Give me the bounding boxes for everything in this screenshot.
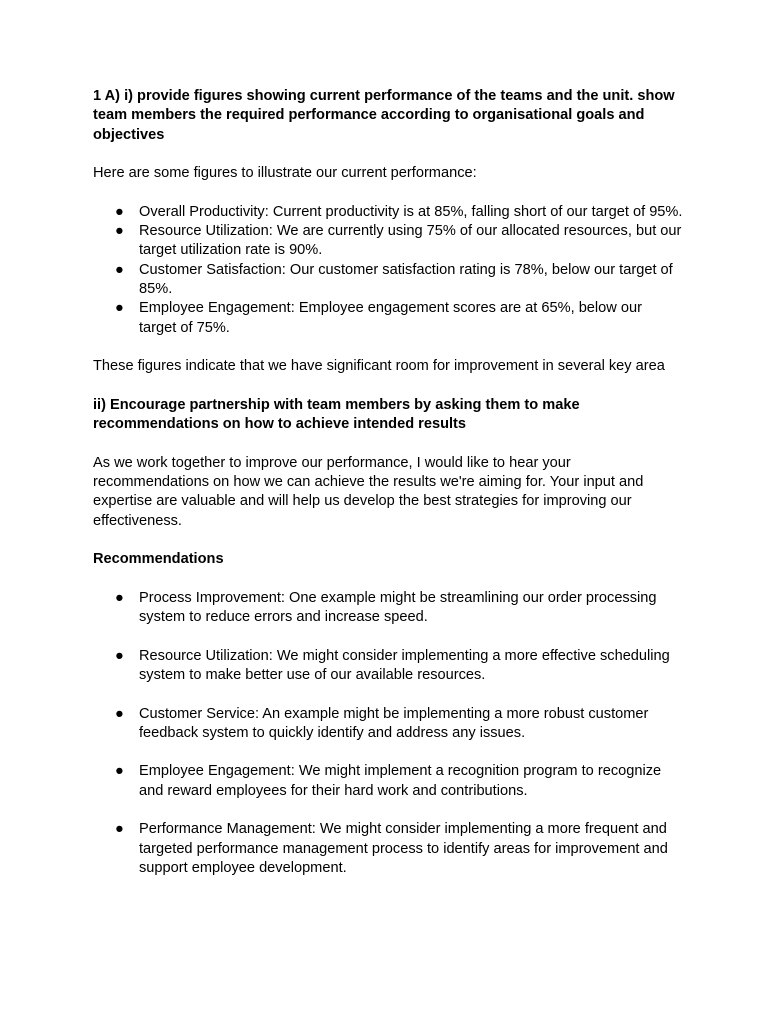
list-item-text: Employee Engagement: We might implement a recognition program to recognize and reward employees for their hard work and contributions. [139, 763, 662, 799]
list-item [93, 762, 683, 801]
list-item [93, 203, 683, 222]
spacer [93, 338, 683, 357]
list-item-text: Customer Service: An example might be implementing a more robust customer feedback system to quickly identify and address any issues. [139, 705, 649, 741]
recommendations-list [93, 589, 683, 878]
section1-closing: These figures indicate that we have significant room for improvement in several key area [93, 358, 665, 375]
document-page [93, 87, 683, 878]
list-item-text: Resource Utilization: We are currently using 75% of our allocated resources, but our target utilization rate is 90%. [139, 223, 682, 259]
bullet-icon: ● [115, 203, 124, 220]
bullet-icon: ● [115, 300, 124, 317]
spacer [93, 376, 683, 395]
list-item-text: Overall Productivity: Current productivity is at 85%, falling short of our target of 95%. [139, 203, 683, 220]
bullet-icon: ● [115, 261, 124, 278]
spacer [93, 183, 683, 202]
bullet-icon: ● [115, 647, 124, 664]
section2-body: As we work together to improve our performance, I would like to hear your recommendations on how we can achieve the results we're aiming for. Your input and expertise are valuable and will help us develop the best strategies for improving our effectiveness. [93, 454, 644, 529]
bullet-icon: ● [115, 821, 124, 838]
spacer [93, 145, 683, 164]
recommendations-heading: Recommendations [93, 551, 224, 568]
bullet-icon: ● [115, 705, 124, 722]
list-item [93, 647, 683, 686]
list-item-text: Resource Utilization: We might consider implementing a more effective scheduling system to make better use of our available resources. [139, 647, 670, 683]
section1-heading: 1 A) i) provide figures showing current performance of the teams and the unit. show team members the required performance according to organisational goals and objectives [93, 88, 675, 143]
performance-figures-list [93, 203, 683, 338]
list-item [93, 705, 683, 744]
list-item-text: Process Improvement: One example might be streamlining our order processing system to reduce errors and increase speed. [139, 589, 657, 626]
list-item-text: Customer Satisfaction: Our customer satisfaction rating is 78%, below our target of 85%. [139, 261, 673, 297]
spacer [93, 569, 683, 588]
section2-heading: ii) Encourage partnership with team members by asking them to make recommendations on how to achieve intended results [93, 396, 580, 433]
list-item [93, 261, 683, 300]
bullet-icon: ● [115, 763, 124, 780]
list-item-text: Performance Management: We might consider implementing a more frequent and targeted performance management process to identify areas for improvement and support employee development. [139, 821, 668, 876]
list-item [93, 299, 683, 338]
list-item [93, 222, 683, 261]
bullet-icon: ● [115, 589, 124, 606]
spacer [93, 434, 683, 453]
list-item [93, 820, 683, 878]
list-item-text: Employee Engagement: Employee engagement scores are at 65%, below our target of 75%. [139, 300, 642, 336]
section1-intro: Here are some figures to illustrate our current performance: [93, 165, 477, 182]
spacer [93, 531, 683, 550]
list-item [93, 589, 683, 628]
bullet-icon: ● [115, 223, 124, 240]
